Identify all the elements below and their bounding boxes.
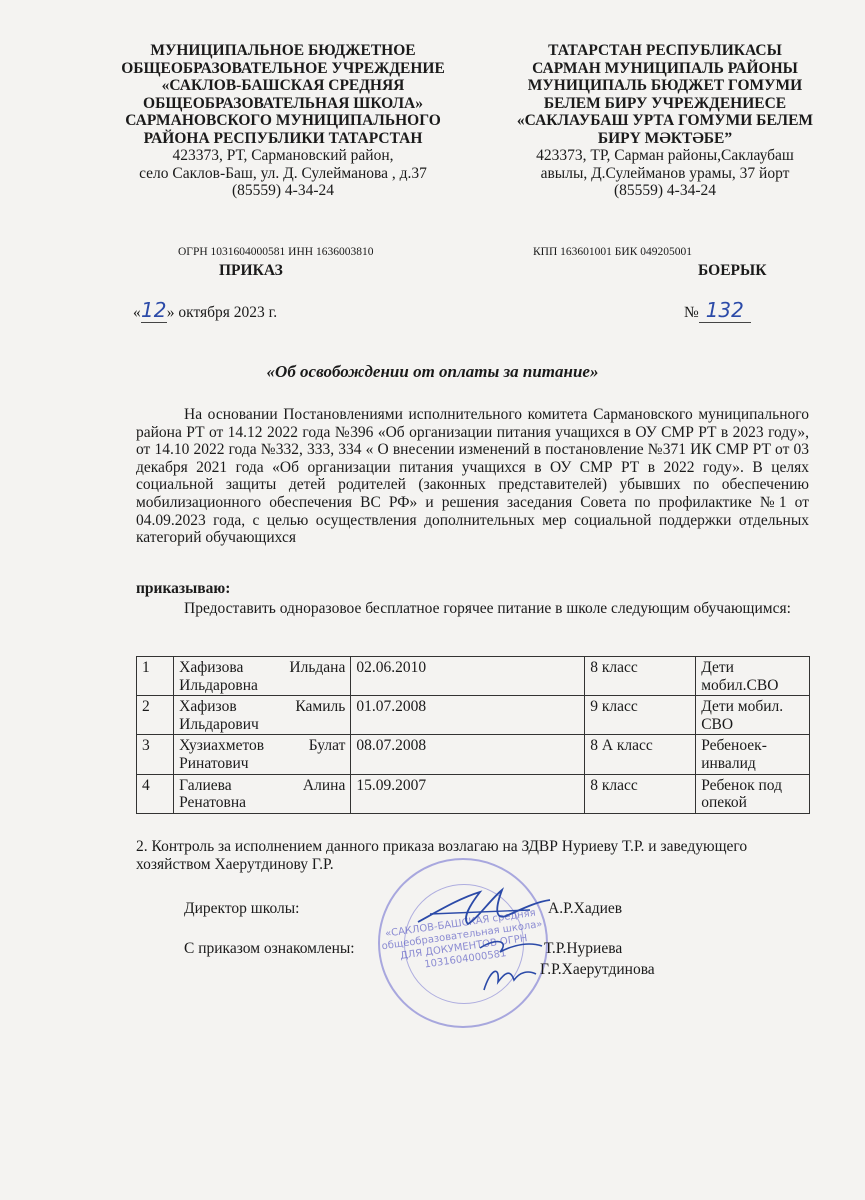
student-name: Хафизова Ильдана Ильдаровна: [174, 657, 351, 696]
student-category: Ребенок под опекой: [696, 774, 810, 813]
student-category: Ребеноек-инвалид: [696, 735, 810, 774]
header-left-phone: (85559) 4-34-24: [231, 182, 335, 199]
date-rest: » октября 2023 г.: [166, 304, 278, 321]
student-number: 1: [137, 657, 174, 696]
student-name: Хафизов Камиль Ильдарович: [174, 696, 351, 735]
acknowledged-name-1: Т.Р.Нуриева: [544, 940, 623, 957]
header-right-address2: авылы, Д.Сулейманов урамы, 37 йорт: [540, 164, 790, 182]
header-left-address2: село Саклов-Баш, ул. Д. Сулейманова , д.37: [139, 164, 427, 182]
student-dob: 02.06.2010: [351, 657, 585, 696]
acknowledged-signatures: [470, 930, 550, 1000]
header-right-line2: САРМАН МУНИЦИПАЛЬ РАЙОНЫ: [532, 59, 798, 77]
student-dob: 15.09.2007: [351, 774, 585, 813]
header-right-line6: БИРҮ МӘКТӘБЕ”: [597, 129, 733, 147]
student-name: Хузиахметов Булат Ринатович: [174, 735, 351, 774]
table-row: [137, 774, 810, 813]
student-dob: 08.07.2008: [351, 735, 585, 774]
header-right-line4: БЕЛЕМ БИРУ УЧРЕЖДЕНИЕСЕ: [543, 94, 787, 112]
student-grade: 8 А класс: [585, 735, 696, 774]
acknowledged-name-2: Г.Р.Хаерутдинова: [540, 961, 655, 978]
student-grade: 9 класс: [585, 696, 696, 735]
student-category: Дети мобил.СВО: [696, 657, 810, 696]
order-title-tt: БОЕРЫК: [698, 262, 767, 279]
date-open-quote: «: [133, 304, 141, 321]
student-grade: 8 класс: [585, 774, 696, 813]
header-right-address1: 423373, ТР, Сарман районы,Саклаубаш: [536, 147, 794, 164]
registration-right: КПП 163601001 БИК 049205001: [533, 246, 692, 258]
table-row: [137, 657, 810, 696]
paragraph-control: 2. Контроль за исполнением данного приказа возлагаю на ЗДВР Нуриеву Т.Р. и заведующего хозяйством Хаерутдинову Г.Р.: [136, 838, 748, 873]
header-right-phone: (85559) 4-34-24: [613, 182, 717, 199]
paragraph-basis: На основании Постановлениями исполнительного комитета Сармановского муниципального района РТ от 14.12 2022 года №396 «Об организации питания учащихся в ОУ СМР РТ в 2023 году», от 14.10 2022 года №332, 333, 334 « О внесении изменений в постановление №371 ИК СМР РТ от 03 декабря 2021 года «Об организации питания учащихся в ОУ СМР РТ в 2022 году». В целях социальной защиты детей родителей (законных представителей) убывших по обеспечению мобилизационного обеспечения ВС РФ» и решения заседания Совета по профилактике №1 от 04.09.2023 года, с целью осуществления дополнительных мер социальной поддержки отдельных категорий обучающихся: [136, 406, 809, 547]
header-left-line6: РАЙОНА РЕСПУБЛИКИ ТАТАРСТАН: [143, 129, 423, 147]
student-number: 2: [137, 696, 174, 735]
registration-left: ОГРН 1031604000581 ИНН 1636003810: [178, 246, 374, 258]
header-left-line2: ОБЩЕОБРАЗОВАТЕЛЬНОЕ УЧРЕЖДЕНИЕ: [121, 59, 445, 77]
order-date: [133, 298, 277, 323]
header-left: [88, 42, 478, 200]
director-label: Директор школы:: [184, 900, 300, 917]
student-category: Дети мобил. СВО: [696, 696, 810, 735]
stamp-text: «САКЛОВ-БАШСКАЯ средняя общеобразовательная школа» ДЛЯ ДОКУМЕНТОВ ОГРН 1031604000581: [381, 907, 544, 971]
order-subject: «Об освобождении от оплаты за питание»: [266, 362, 599, 381]
header-left-line1: МУНИЦИПАЛЬНОЕ БЮДЖЕТНОЕ: [150, 42, 416, 59]
director-name: А.Р.Хадиев: [548, 900, 623, 917]
paragraph-provide: Предоставить одноразовое бесплатное горячее питание в школе следующим обучающимся:: [184, 600, 791, 617]
header-left-line5: САРМАНОВСКОГО МУНИЦИПАЛЬНОГО: [125, 112, 441, 129]
header-right-line5: «САКЛАУБАШ УРТА ГОМУМИ БЕЛЕМ: [516, 112, 814, 129]
students-table: [136, 656, 810, 814]
header-right-line1: ТАТАРСТАН РЕСПУБЛИКАСЫ: [548, 42, 782, 59]
order-word: приказываю:: [136, 580, 231, 597]
header-right: [490, 42, 840, 200]
order-number: [684, 298, 751, 323]
header-left-address1: 423373, РТ, Сармановский район,: [172, 147, 394, 164]
table-row: [137, 696, 810, 735]
student-name: Галиева Алина Ренатовна: [174, 774, 351, 813]
date-day: 12: [141, 298, 167, 322]
header-left-line3: «САКЛОВ-БАШСКАЯ СРЕДНЯЯ: [161, 77, 405, 94]
student-number: 3: [137, 735, 174, 774]
header-left-line4: ОБЩЕОБРАЗОВАТЕЛЬНАЯ ШКОЛА»: [143, 94, 423, 112]
table-row: [137, 735, 810, 774]
student-number: 4: [137, 774, 174, 813]
acknowledged-label: С приказом ознакомлены:: [184, 940, 355, 957]
order-number-value: 132: [699, 298, 751, 323]
order-number-prefix: №: [684, 304, 699, 321]
student-grade: 8 класс: [585, 657, 696, 696]
student-dob: 01.07.2008: [351, 696, 585, 735]
header-right-line3: МУНИЦИПАЛЬ БЮДЖЕТ ГОМУМИ: [527, 77, 803, 94]
order-title-ru: ПРИКАЗ: [219, 262, 283, 279]
